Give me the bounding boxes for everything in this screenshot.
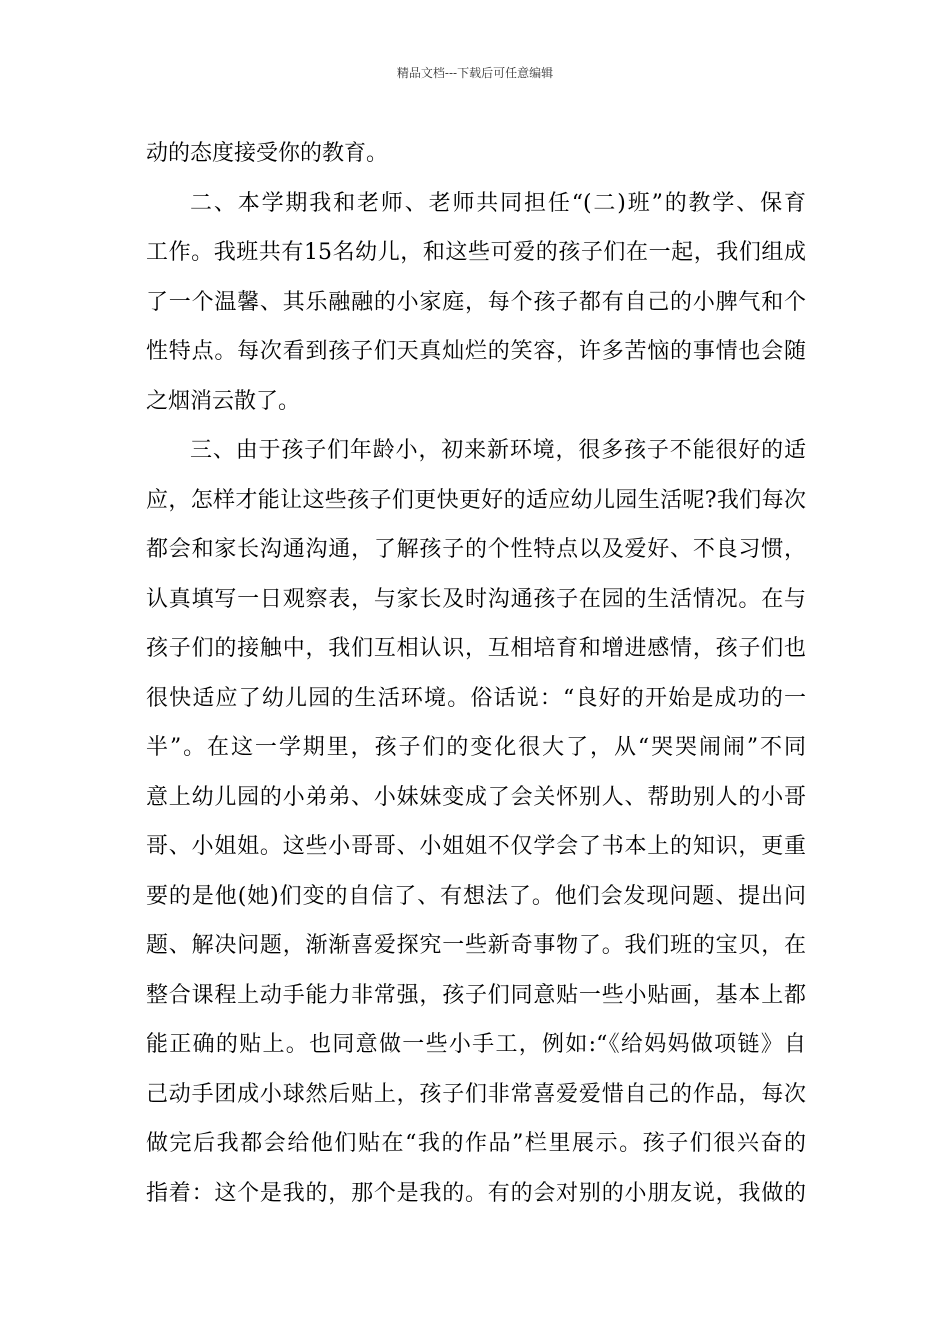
text-line: 动的态度接受你的教育。: [146, 141, 389, 166]
text-line: 应，怎样才能让这些孩子们更快更好的适应幼儿园生活呢?我们每次: [146, 487, 806, 513]
text-line: 认真填写一日观察表，与家长及时沟通孩子在园的生活情况。在与: [146, 586, 806, 612]
text-line: 之烟消云散了。: [146, 388, 301, 414]
text-line: 指着：这个是我的，那个是我的。有的会对别的小朋友说，我做的: [146, 1180, 806, 1206]
text-line: 性特点。每次看到孩子们天真灿烂的笑容，许多苦恼的事情也会随: [146, 339, 806, 364]
text-line: 整合课程上动手能力非常强，孩子们同意贴一些小贴画，基本上都: [146, 982, 806, 1008]
text-line: 题、解决问题，渐渐喜爱探究一些新奇事物了。我们班的宝贝，在: [146, 933, 806, 958]
text-line: 很快适应了幼儿园的生活环境。俗话说：“良好的开始是成功的一: [146, 685, 806, 711]
page-header: 精品文档---下载后可任意编辑: [396, 66, 554, 80]
text-line: 半”。在这一学期里，孩子们的变化很大了，从“哭哭闹闹”不同: [146, 735, 806, 760]
text-line: 己动手团成小球然后贴上，孩子们非常喜爱爱惜自己的作品，每次: [146, 1081, 806, 1107]
paragraph-start-line: 三、由于孩子们年龄小，初来新环境，很多孩子不能很好的适: [190, 438, 806, 463]
text-line: 能正确的贴上。也同意做一些小手工，例如:“《给妈妈做项链》自: [146, 1032, 806, 1057]
text-line: 要的是他(她)们变的自信了、有想法了。他们会发现问题、提出问: [146, 883, 806, 909]
text-line: 孩子们的接触中，我们互相认识，互相培育和增进感情，孩子们也: [146, 636, 806, 661]
paragraph-start-line: 二、本学期我和老师、老师共同担任“(二)班”的教学、保育: [190, 190, 806, 216]
text-line: 工作。我班共有15名幼儿，和这些可爱的孩子们在一起，我们组成: [146, 240, 806, 265]
text-line: 哥、小姐姐。这些小哥哥、小姐姐不仅学会了书本上的知识，更重: [146, 834, 806, 859]
text-line: 做完后我都会给他们贴在“我的作品”栏里展示。孩子们很兴奋的: [146, 1131, 806, 1156]
text-line: 了一个温馨、其乐融融的小家庭，每个孩子都有自己的小脾气和个: [146, 289, 806, 315]
text-line: 都会和家长沟通沟通，了解孩子的个性特点以及爱好、不良习惯，: [146, 537, 806, 562]
document-body: [146, 129, 806, 1218]
text-line: 意上幼儿园的小弟弟、小妹妹变成了会关怀别人、帮助别人的小哥: [146, 784, 806, 810]
